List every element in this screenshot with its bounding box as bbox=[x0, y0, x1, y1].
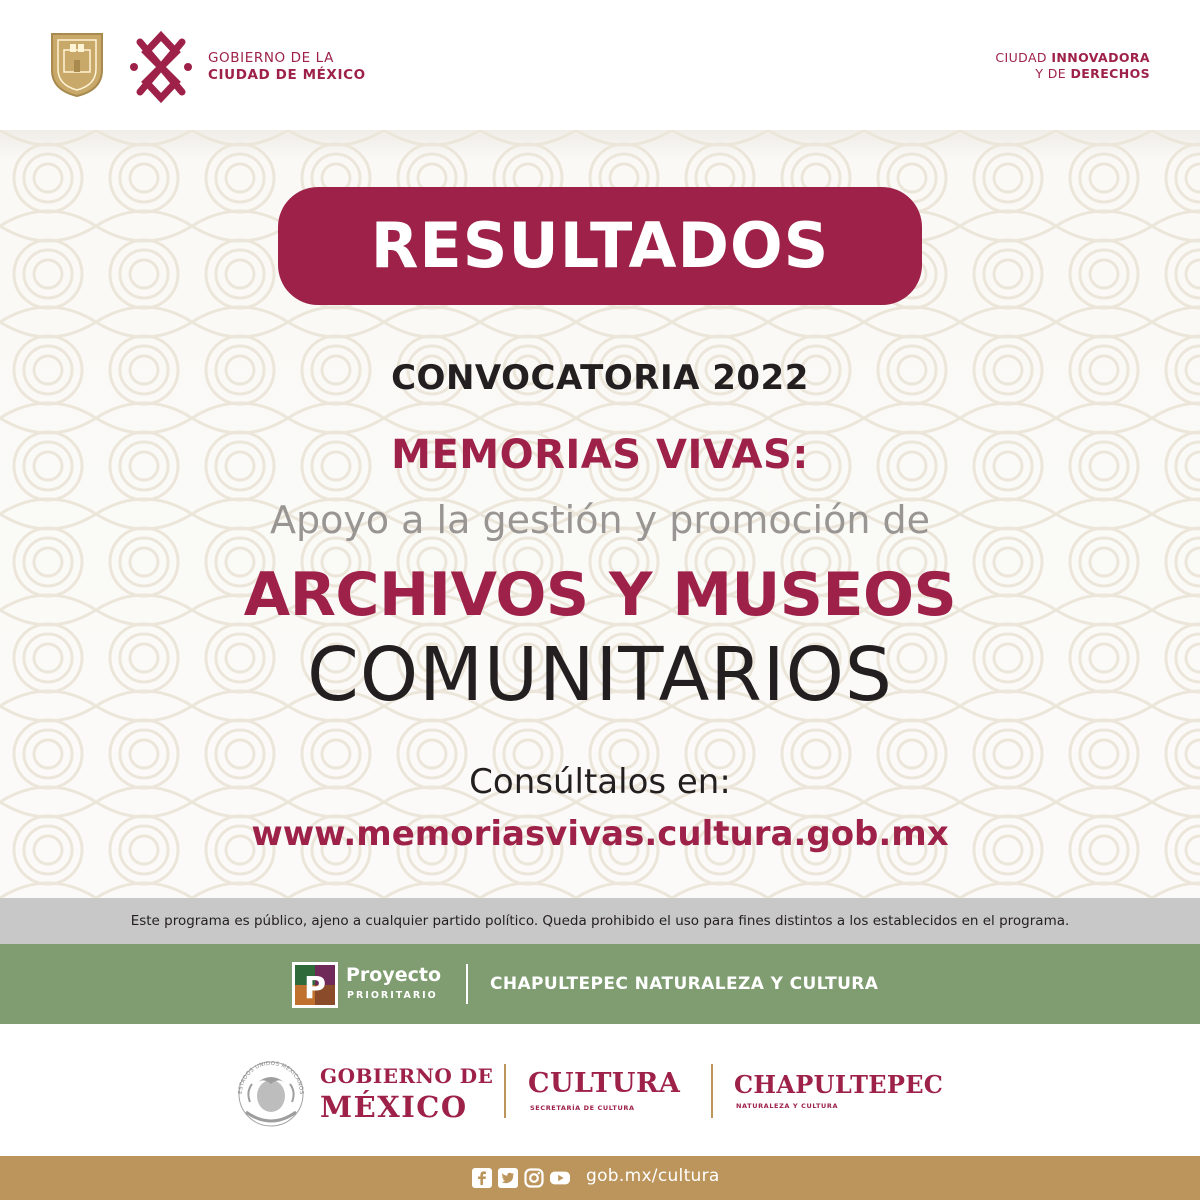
chapultepec-subtitle: NATURALEZA Y CULTURA bbox=[736, 1102, 839, 1110]
proyecto-title: Proyecto bbox=[346, 964, 442, 986]
footer-divider-2 bbox=[711, 1064, 713, 1118]
slogan-line2-light: Y DE bbox=[1035, 66, 1071, 81]
proyecto-name: CHAPULTEPEC NATURALEZA Y CULTURA bbox=[490, 974, 879, 994]
twitter-icon[interactable] bbox=[498, 1168, 518, 1188]
facebook-icon[interactable] bbox=[472, 1168, 492, 1188]
archivos-museos-heading: ARCHIVOS Y MUSEOS bbox=[243, 560, 957, 630]
youtube-icon[interactable] bbox=[550, 1168, 570, 1188]
proyecto-divider bbox=[466, 964, 468, 1004]
slogan-line1-bold: INNOVADORA bbox=[1051, 50, 1150, 65]
proyecto-subtitle: PRIORITARIO bbox=[347, 990, 438, 1001]
gobierno-mexico-logotype bbox=[320, 1064, 493, 1124]
header bbox=[0, 0, 1200, 130]
resultados-badge: RESULTADOS bbox=[278, 187, 922, 305]
proyecto-prioritario-band bbox=[0, 944, 1200, 1024]
cultura-subtitle: SECRETARÍA DE CULTURA bbox=[530, 1104, 635, 1112]
comunitarios-heading: COMUNITARIOS bbox=[307, 632, 893, 718]
convocatoria-heading: CONVOCATORIA 2022 bbox=[391, 358, 809, 398]
cdmx-logo-icon bbox=[128, 30, 194, 104]
escudo-nacional-icon bbox=[232, 1052, 310, 1130]
consultalos-text: Consúltalos en: bbox=[469, 762, 731, 802]
legal-disclaimer: Este programa es público, ajeno a cualquier partido político. Queda prohibido el uso para fines distintos a los establecidos en el programa. bbox=[0, 898, 1200, 944]
memorias-vivas-heading: MEMORIAS VIVAS: bbox=[391, 432, 809, 478]
results-url-link[interactable]: www.memoriasvivas.cultura.gob.mx bbox=[251, 814, 949, 854]
cdmx-shield-icon bbox=[50, 32, 104, 98]
gob-mex-line1: GOBIERNO DE bbox=[320, 1064, 494, 1088]
footer-divider-1 bbox=[504, 1064, 506, 1118]
apoyo-subheading: Apoyo a la gestión y promoción de bbox=[270, 498, 930, 542]
gov-line2: CIUDAD DE MÉXICO bbox=[208, 67, 366, 83]
cultura-logotype: CULTURA bbox=[528, 1068, 681, 1099]
slogan-line1-light: CIUDAD bbox=[995, 50, 1052, 65]
gob-cultura-link[interactable]: gob.mx/cultura bbox=[586, 1166, 720, 1186]
pp-logo-letter: P bbox=[304, 971, 326, 1006]
chapultepec-logotype: CHAPULTEPEC bbox=[734, 1070, 944, 1099]
footer-logos bbox=[0, 1024, 1200, 1156]
seal-text: ESTADOS UNIDOS MEXICANOS bbox=[237, 1060, 305, 1095]
slogan-line2-bold: DERECHOS bbox=[1070, 66, 1150, 81]
proyecto-prioritario-icon bbox=[292, 962, 338, 1008]
main-announcement bbox=[0, 130, 1200, 898]
slogan bbox=[995, 50, 1150, 82]
bottom-bar bbox=[0, 1156, 1200, 1200]
gobierno-cdmx-logotype bbox=[208, 50, 366, 84]
gov-line1: GOBIERNO DE LA bbox=[208, 50, 334, 66]
instagram-icon[interactable] bbox=[524, 1168, 544, 1188]
gob-mex-line2: MÉXICO bbox=[320, 1090, 468, 1124]
